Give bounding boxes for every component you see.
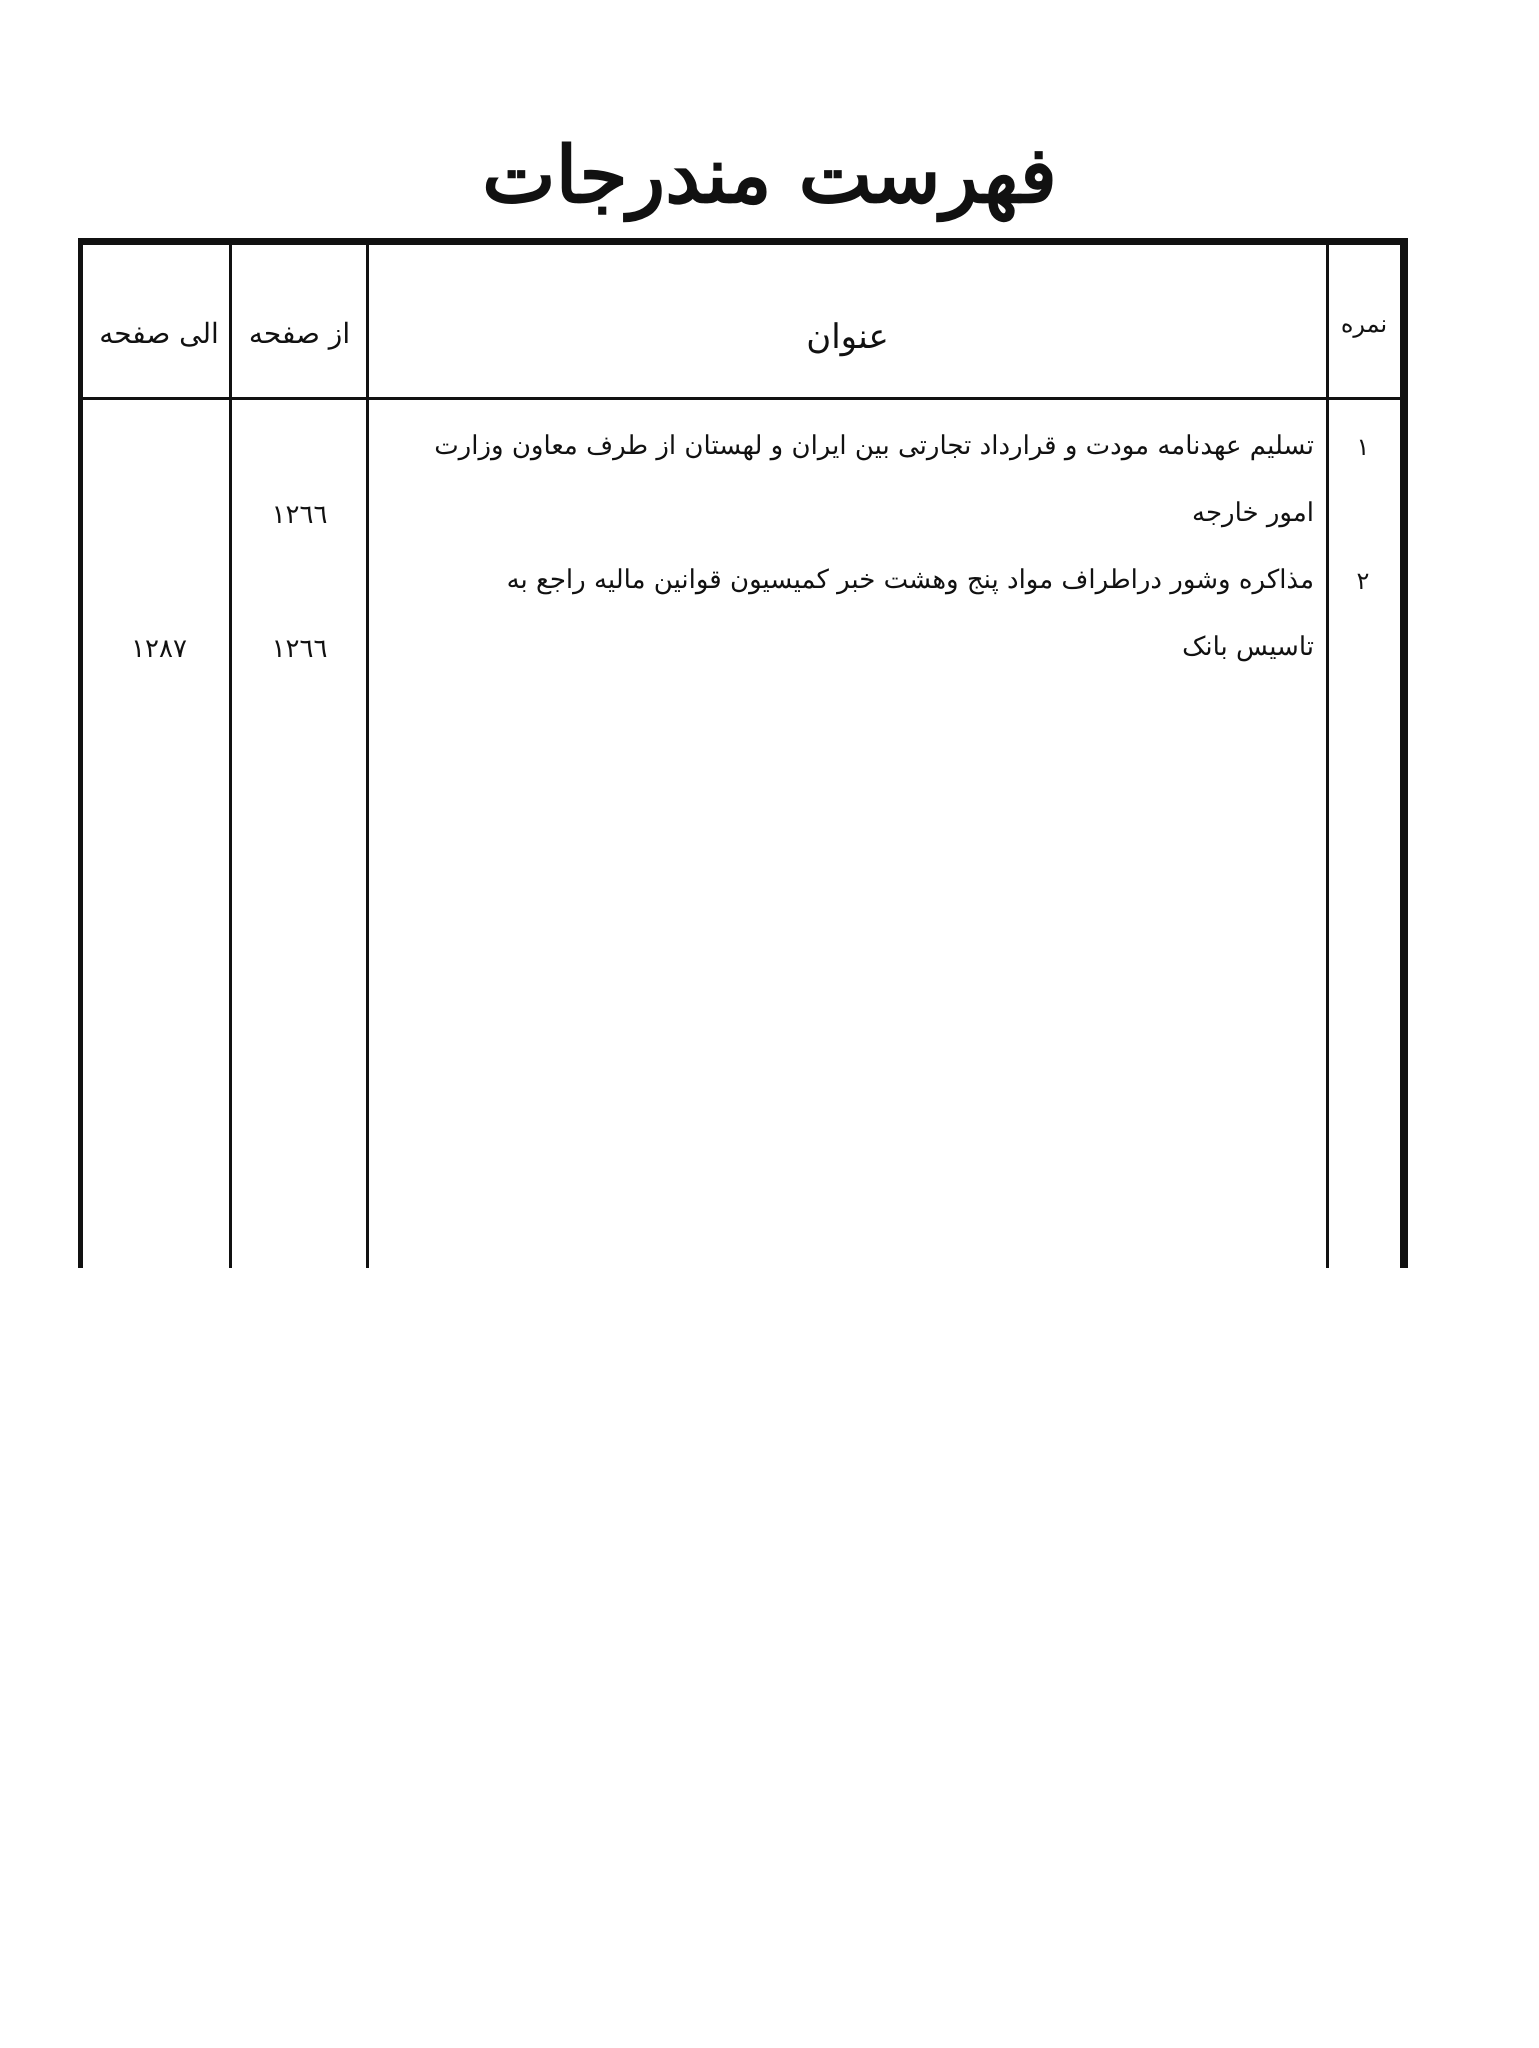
row-2-number: ٢ [1356,567,1370,595]
row-2-title-line1: مذاکره وشور دراطراف مواد پنج وهشت خبر کمیسیون قوانین مالیه راجع به [506,565,1314,595]
row-2-to-page: ١٢٨٧ [131,634,187,664]
row-1-from-page: ١٢٦٦ [271,500,328,530]
header-to-page: الی صفحه [99,317,219,350]
row-2-title-line2: تاسیس بانک [1182,632,1314,662]
row-1-title-line1: تسلیم عهدنامه مودت و قرارداد تجارتی بین ایران و لهستان از طرف معاون وزارت [434,431,1314,461]
row-1-title-line2: امور خارجه [1192,498,1314,528]
header-from-page: از صفحه [248,317,351,350]
header-number: نمره [1340,310,1388,338]
row-1-number: ١ [1356,433,1370,461]
header-divider [83,397,1400,400]
row-2-from-page: ١٢٦٦ [271,634,328,664]
table-of-contents [78,238,1408,1268]
page-title: فهرست مندرجات [482,130,1057,221]
header-title: عنوان [806,317,889,357]
